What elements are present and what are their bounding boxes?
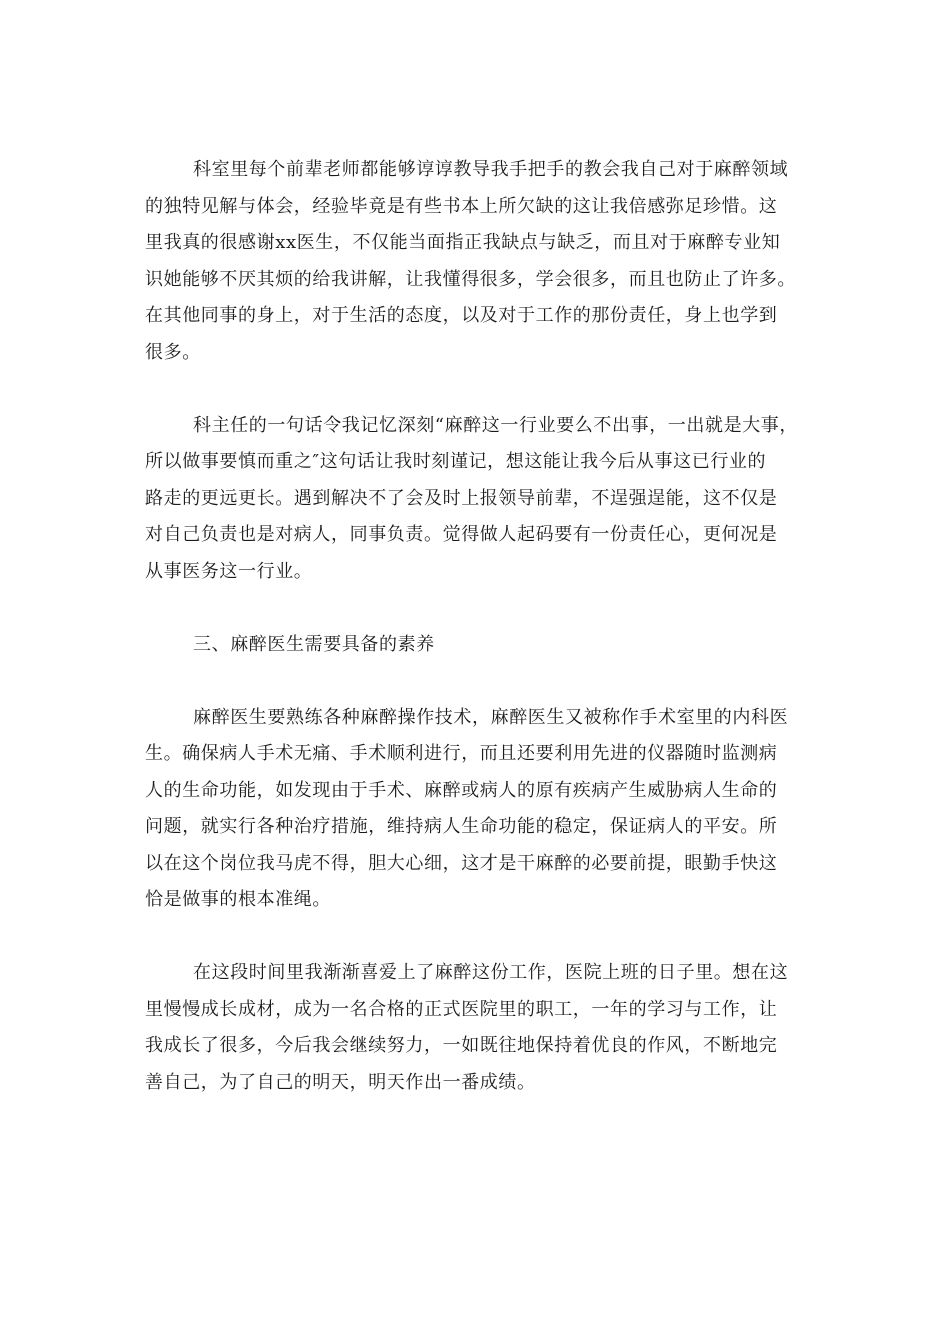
document-body — [145, 152, 815, 1101]
paragraph-line: 所以做事要慎而重之″这句话让我时刻谨记，想这能让我今后从事这已行业的 — [145, 451, 767, 472]
paragraph-line: 里慢慢成长成材，成为一名合格的正式医院里的职工，一年的学习与工作，让 — [145, 998, 778, 1020]
paragraph-line: 识她能够不厌其烦的给我讲解，让我懂得很多，学会很多，而且也防止了许多。 — [145, 268, 796, 290]
paragraph-conclusion — [145, 955, 815, 1101]
paragraph-line: 问题，就实行各种治疗措施，维持病人生命功能的稳定，保证病人的平安。所 — [145, 816, 778, 837]
paragraph-line: 在这段时间里我渐渐喜爱上了麻醉这份工作，医院上班的日子里。想在这 — [193, 962, 789, 983]
paragraph-gratitude — [145, 152, 815, 371]
paragraph-line: 麻醉医生要熟练各种麻醉操作技术，麻醉医生又被称作手术室里的内科医 — [193, 706, 789, 728]
paragraph-line: 我成长了很多，今后我会继续努力，一如既往地保持着优良的作风，不断地完 — [145, 1035, 778, 1056]
paragraph-line: 生。确保病人手术无痛、手术顺利进行，而且还要利用先进的仪器随时监测病 — [145, 743, 778, 764]
paragraph-spacer — [145, 663, 815, 700]
paragraph-line: 人的生命功能，如发现由于手术、麻醉或病人的原有疾病产生威胁病人生命的 — [145, 779, 778, 801]
paragraph-line: 的独特见解与体会，经验毕竟是有些书本上所欠缺的这让我倍感弥足珍惜。这 — [145, 195, 778, 217]
paragraph-spacer — [145, 371, 815, 408]
paragraph-line: 从事医务这一行业。 — [145, 560, 313, 582]
paragraph-line: 善自己，为了自己的明天，明天作出一番成绩。 — [145, 1071, 536, 1093]
section-heading: 三、麻醉医生需要具备的素养 — [193, 633, 435, 655]
paragraph-line: 路走的更远更长。遇到解决不了会及时上报领导前辈，不逞强逞能，这不仅是 — [145, 487, 778, 509]
paragraph-spacer — [145, 919, 815, 956]
paragraph-line: 在其他同事的身上，对于生活的态度，以及对于工作的那份责任，身上也学到 — [145, 305, 778, 326]
paragraph-spacer — [145, 590, 815, 627]
paragraph-director-quote — [145, 408, 815, 591]
paragraph-line: 很多。 — [145, 341, 201, 363]
paragraph-line: 对自己负责也是对病人，同事负责。觉得做人起码要有一份责任心，更何况是 — [145, 524, 778, 545]
paragraph-line: 科主任的一句话令我记忆深刻“麻醉这一行业要么不出事，一出就是大事， — [193, 414, 798, 436]
paragraph-line: 恰是做事的根本准绳。 — [145, 889, 331, 910]
paragraph-line: 以在这个岗位我马虎不得，胆大心细，这才是干麻醉的必要前提，眼勤手快这 — [145, 852, 778, 874]
paragraph-line: 里我真的很感谢xx医生，不仅能当面指正我缺点与缺乏，而且对于麻醉专业知 — [145, 232, 781, 253]
paragraph-qualities — [145, 700, 815, 919]
paragraph-line: 科室里每个前辈老师都能够谆谆教导我手把手的教会我自己对于麻醉领域 — [193, 159, 789, 180]
